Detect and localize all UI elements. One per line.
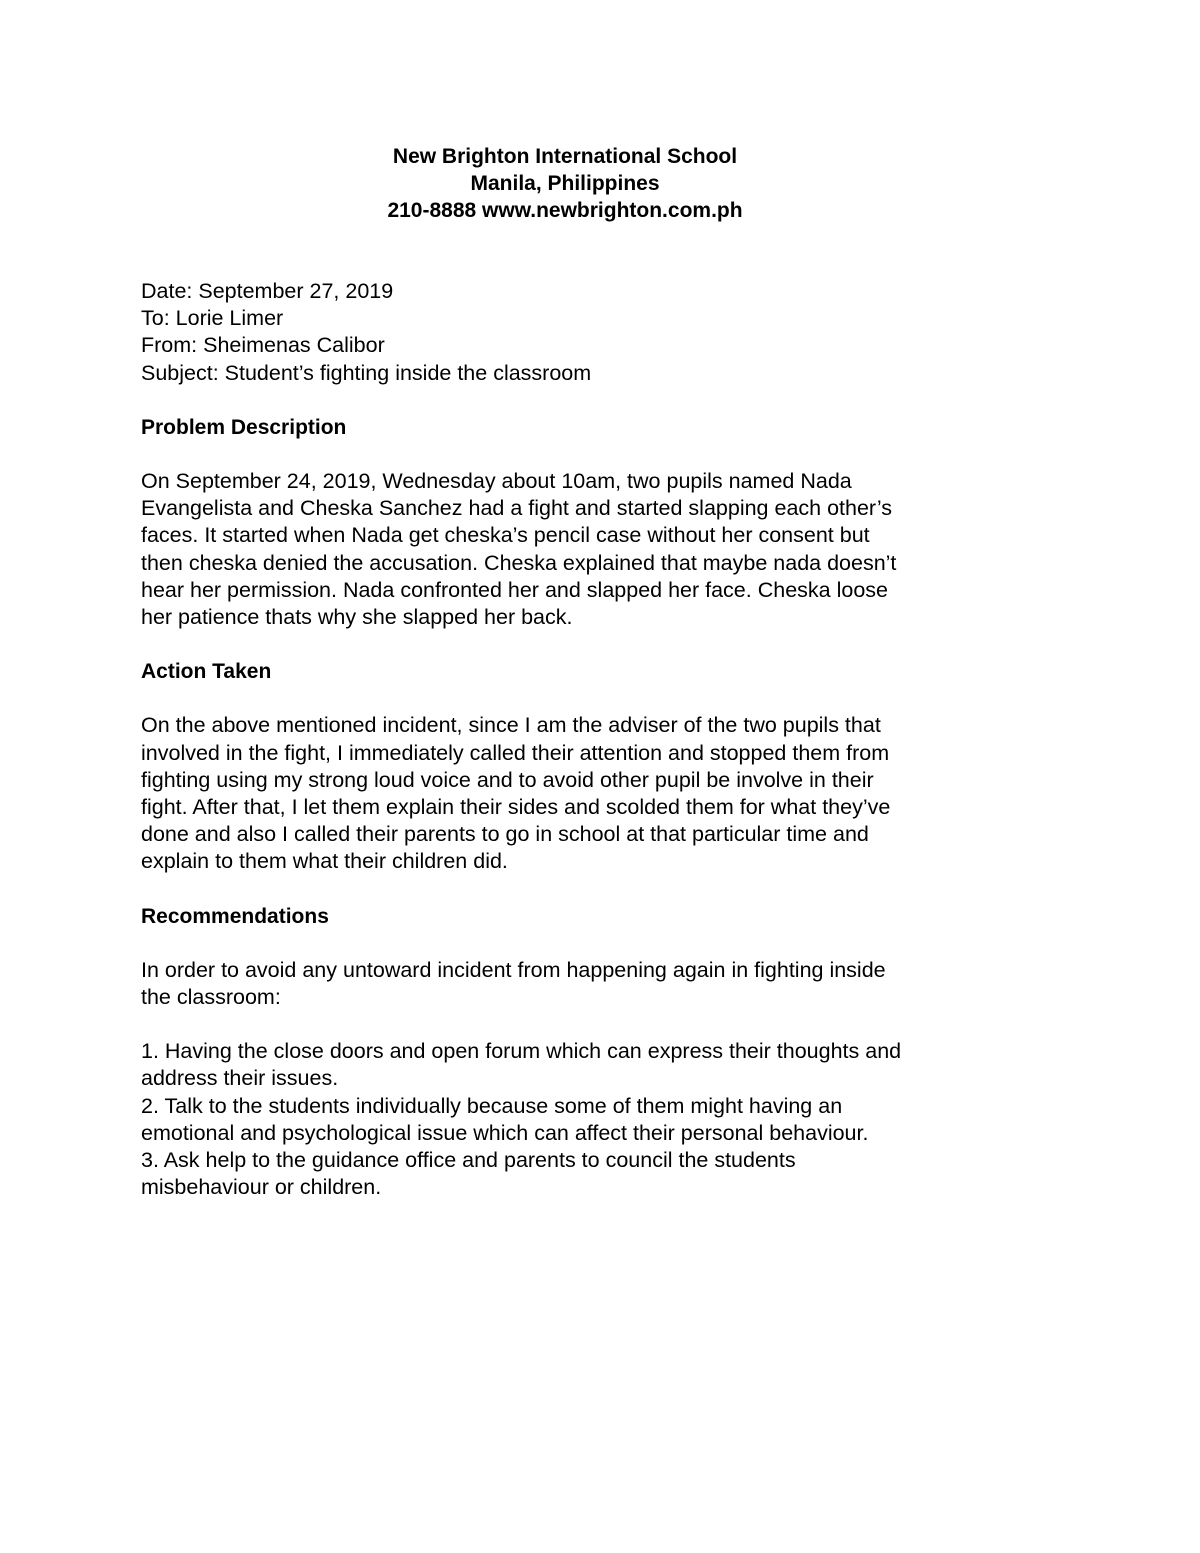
school-location: Manila, Philippines [470, 172, 660, 195]
memo-date: Date: September 27, 2019 [141, 279, 394, 303]
problem-line: her patience thats why she slapped her back. [141, 605, 573, 630]
problem-line: On September 24, 2019, Wednesday about 10am, two pupils named Nada [141, 469, 852, 494]
memo-body [141, 278, 1001, 1201]
memo-from: From: Sheimenas Calibor [141, 333, 385, 358]
action-line: On the above mentioned incident, since I am the adviser of the two pupils that [141, 713, 881, 738]
problem-line: Evangelista and Cheska Sanchez had a fight and started slapping each other’s [141, 496, 893, 521]
action-line: fight. After that, I let them explain their sides and scolded them for what they’ve [141, 795, 891, 820]
recommendation-line: emotional and psychological issue which can affect their personal behaviour. [141, 1120, 869, 1145]
memo-header [141, 278, 1001, 387]
recommendations-intro [141, 957, 1001, 1011]
action-line: involved in the fight, I immediately called their attention and stopped them from [141, 740, 890, 765]
problem-paragraph [141, 468, 1001, 631]
recommendations-list [141, 1038, 1001, 1201]
recommendations-heading: Recommendations [141, 904, 329, 928]
school-name: New Brighton International School [392, 145, 738, 168]
recommendation-line: address their issues. [141, 1066, 339, 1091]
memo-subject: Subject: Student’s fighting inside the classroom [141, 360, 592, 385]
recommendation-line: 3. Ask help to the guidance office and parents to council the students [141, 1148, 796, 1173]
problem-heading: Problem Description [141, 415, 347, 439]
action-paragraph [141, 712, 1001, 875]
problem-line: faces. It started when Nada get cheska’s pencil case without her consent but [141, 523, 870, 548]
action-line: done and also I called their parents to go in school at that particular time and [141, 822, 869, 847]
recommendations-intro-line: In order to avoid any untoward incident from happening again in fighting inside [141, 957, 886, 982]
letterhead [0, 143, 1130, 224]
school-contact: 210-8888 www.newbrighton.com.ph [387, 199, 743, 222]
recommendation-line: 1. Having the close doors and open forum which can express their thoughts and [141, 1039, 902, 1064]
problem-line: then cheska denied the accusation. Cheska explained that maybe nada doesn’t [141, 550, 897, 575]
problem-line: hear her permission. Nada confronted her and slapped her face. Cheska loose [141, 577, 888, 602]
action-heading: Action Taken [141, 660, 272, 684]
recommendation-line: 2. Talk to the students individually because some of them might having an [141, 1093, 843, 1118]
recommendations-intro-line: the classroom: [141, 985, 281, 1010]
memo-to: To: Lorie Limer [141, 306, 284, 331]
action-line: explain to them what their children did. [141, 849, 508, 874]
recommendation-line: misbehaviour or children. [141, 1175, 382, 1200]
action-line: fighting using my strong loud voice and to avoid other pupil be involve in their [141, 767, 874, 792]
